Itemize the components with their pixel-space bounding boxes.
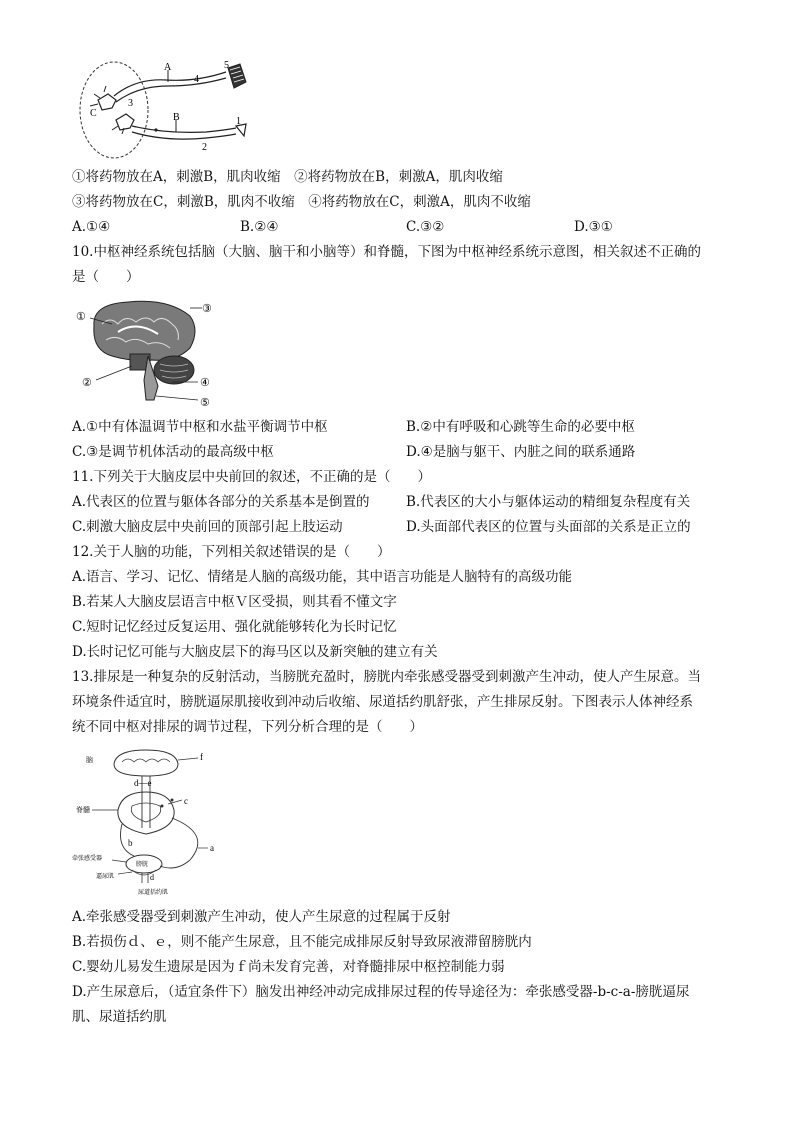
q11-stem: 11.下列关于大脑皮层中央前回的叙述，不正确的是（ ） xyxy=(72,469,431,485)
q9-choice-a: A.①④ xyxy=(72,219,111,235)
label-a: a xyxy=(210,843,214,853)
label-5: 5 xyxy=(224,60,229,71)
label-c: c xyxy=(184,796,188,806)
q13-stem-1: 13.排尿是一种复杂的反射活动，当膀胱充盈时，膀胱内牵张感受器受到刺激产生冲动，使人产生尿意。当 xyxy=(72,669,701,685)
q13-stem-3: 统不同中枢对排尿的调节过程，下列分析合理的是（ ） xyxy=(72,719,423,735)
urination-regulation-diagram xyxy=(72,748,232,900)
label-C: C xyxy=(90,108,97,119)
q10-stem-2: 是（ ） xyxy=(72,269,140,285)
q9-choice-d: D.③① xyxy=(574,219,613,235)
q13-stem-2: 环境条件适宜时，膀胱逼尿肌接收到冲动后收缩、尿道括约肌舒张，产生排尿反射。下图表示人体神经系 xyxy=(72,694,693,710)
label-b: b xyxy=(128,838,133,848)
q12-option-c: C.短时记忆经过反复运用、强化就能够转化为长时记忆 xyxy=(72,619,397,635)
q10-option-b: B.②中有呼吸和心跳等生命的必要中枢 xyxy=(406,419,635,435)
label-spine: 脊髓 xyxy=(76,806,90,814)
label-bladder: 膀胱 xyxy=(136,862,149,868)
brain-diagram xyxy=(72,296,217,408)
q12-option-a: A.语言、学习、记忆、情绪是人脑的高级功能，其中语言功能是人脑特有的高级功能 xyxy=(72,569,573,585)
label-f: f xyxy=(200,752,203,762)
label-B: B xyxy=(173,112,180,123)
label-detrusor: 逼尿肌 xyxy=(96,874,115,880)
label-circled-1: ① xyxy=(76,311,86,323)
q11-option-d: D.头面部代表区的位置与头面部的关系是正立的 xyxy=(406,519,691,535)
reflex-arc-diagram xyxy=(76,58,256,162)
q10-option-c: C.③是调节机体活动的最高级中枢 xyxy=(72,444,274,460)
q12-option-b: B.若某人大脑皮层语言中枢Ｖ区受损，则其看不懂文字 xyxy=(72,594,397,610)
q9-choice-c: C.③② xyxy=(406,219,445,235)
q13-option-c: C.婴幼儿易发生遗尿是因为ｆ尚未发育完善，对脊髓排尿中枢控制能力弱 xyxy=(72,959,505,975)
q11-option-b: B.代表区的大小与躯体运动的精细复杂程度有关 xyxy=(406,494,691,510)
q9-options-line1: ①将药物放在A，刺激B，肌肉收缩 ②将药物放在B，刺激A，肌肉收缩 xyxy=(72,169,503,185)
q13-option-a: A.牵张感受器受到刺激产生冲动，使人产生尿意的过程属于反射 xyxy=(72,909,451,925)
q10-option-a: A.①中有体温调节中枢和水盐平衡调节中枢 xyxy=(72,419,328,435)
label-sphincter: 尿道括约肌 xyxy=(138,890,169,896)
label-A: A xyxy=(164,62,172,73)
q13-option-b: B.若损伤ｄ、ｅ，则不能产生尿意，且不能完成排尿反射导致尿液滞留膀胱内 xyxy=(72,934,532,950)
q9-choice-b: B.②④ xyxy=(240,219,279,235)
q11-option-a: A.代表区的位置与躯体各部分的关系基本是倒置的 xyxy=(72,494,370,510)
label-de: d—e xyxy=(134,778,152,788)
label-1: 1 xyxy=(236,116,241,127)
q13-option-d-2: 肌、尿道括约肌 xyxy=(72,1009,167,1025)
label-d: d xyxy=(150,873,154,882)
label-circled-4: ④ xyxy=(200,377,210,389)
label-receptor: 牵张感受器 xyxy=(72,856,103,862)
q12-option-d: D.长时记忆可能与大脑皮层下的海马区以及新突触的建立有关 xyxy=(72,644,438,660)
label-4: 4 xyxy=(194,74,199,85)
q12-stem: 12.关于人脑的功能，下列相关叙述错误的是（ ） xyxy=(72,544,391,560)
label-2: 2 xyxy=(202,142,207,153)
label-circled-2: ② xyxy=(82,377,92,389)
q13-option-d-1: D.产生尿意后，（适宜条件下）脑发出神经冲动完成排尿过程的传导途径为：牵张感受器-b-c-a-膀胱逼尿 xyxy=(72,984,690,1000)
q10-stem-1: 10.中枢神经系统包括脑（大脑、脑干和小脑等）和脊髓，下图为中枢神经系统示意图，相关叙述不正确的 xyxy=(72,244,701,260)
label-3: 3 xyxy=(128,98,133,109)
label-circled-5: ⑤ xyxy=(200,397,210,408)
q9-options-line2: ③将药物放在C，刺激B，肌肉不收缩 ④将药物放在C，刺激A，肌肉不收缩 xyxy=(72,194,531,210)
label-brain: 脑 xyxy=(86,756,93,764)
q10-option-d: D.④是脑与躯干、内脏之间的联系通路 xyxy=(406,444,636,460)
label-circled-3: ③ xyxy=(202,303,212,315)
q11-option-c: C.刺激大脑皮层中央前回的顶部引起上肢运动 xyxy=(72,519,343,535)
